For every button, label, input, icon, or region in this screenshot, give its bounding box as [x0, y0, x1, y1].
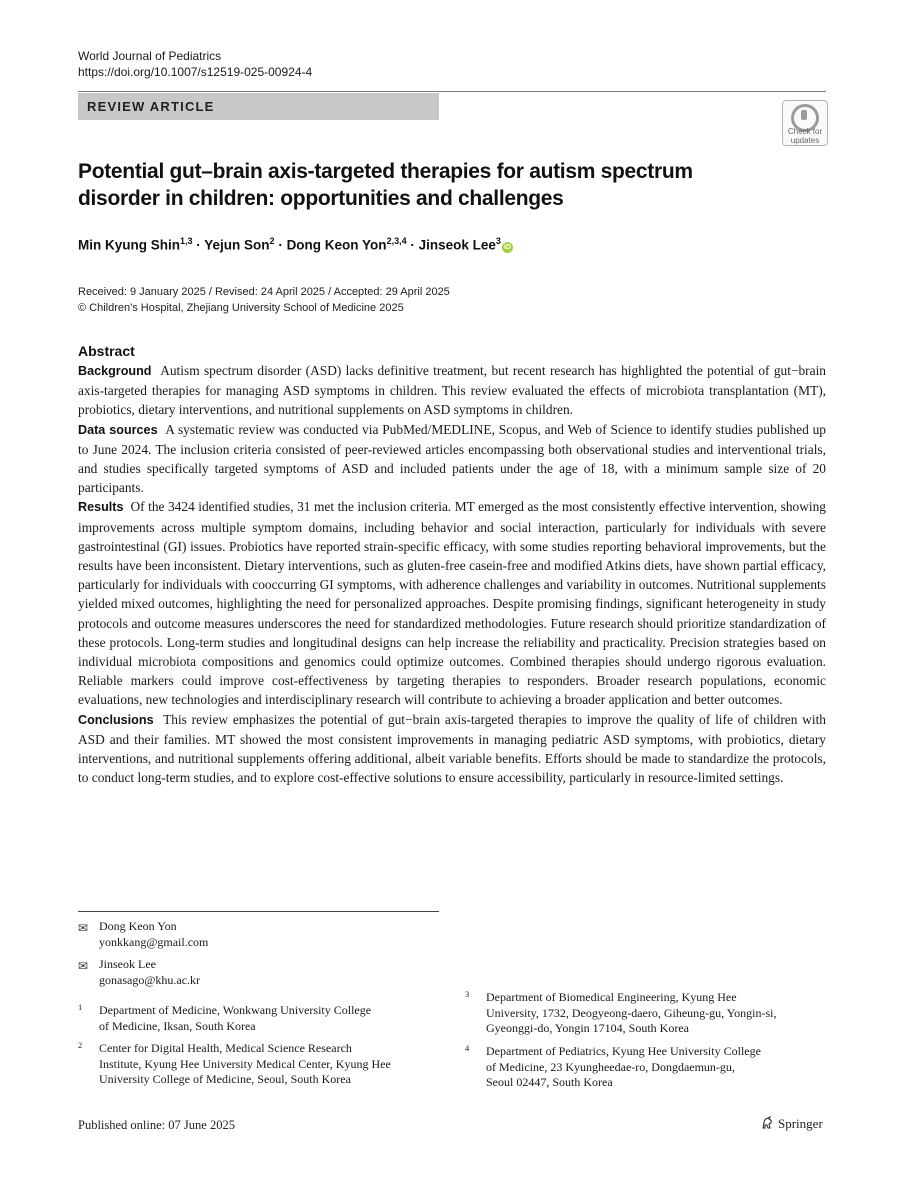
author-name[interactable]: Min Kyung Shin	[78, 237, 180, 253]
envelope-icon: ✉	[78, 959, 89, 973]
title-line-1: Potential gut–brain axis-targeted therapies for autism spectrum	[78, 160, 693, 183]
doi-link[interactable]: https://doi.org/10.1007/s12519-025-00924-4	[78, 65, 313, 79]
abstract-conclusions	[78, 710, 826, 788]
affiliation-number: 2	[78, 1040, 83, 1050]
affiliation-4	[465, 1044, 826, 1094]
author-affil: 2,3,4	[386, 236, 407, 246]
correspondence-2	[78, 957, 438, 989]
affiliation-2	[78, 1041, 438, 1091]
bookmark-icon	[801, 110, 807, 120]
copyright-line: © Children's Hospital, Zhejiang University School of Medicine 2025	[78, 302, 404, 314]
section-label: Background	[78, 364, 152, 378]
author-affil: 3	[495, 236, 501, 246]
abstract-heading: Abstract	[78, 343, 135, 359]
correspondent-email[interactable]: yonkkang@gmail.com	[99, 934, 209, 949]
section-label: Results	[78, 500, 124, 515]
abstract-data-sources	[78, 420, 826, 498]
affiliation-line: University, 1732, Deogyeong-daero, Giheung-gu, Yongin-si,	[486, 1005, 777, 1020]
affiliation-number: 3	[465, 989, 470, 999]
affiliation-3	[465, 990, 826, 1040]
section-text: This review emphasizes the potential of gut−brain axis-targeted therapies to improve the quality of life of children with ASD and their families. MT showed the most consistent improvements in managing pediatric ASD symptoms, with probiotics, dietary interventions, and nutritional supplements offering additional, albeit variable benefits. Efforts should be made to standardize the protocols, to conduct long-term studies, and to explore cost-effective solutions to ensure accessibility, particularly in resource-limited settings.	[78, 711, 826, 786]
footnote-rule	[78, 911, 439, 912]
affiliation-line: of Medicine, Iksan, South Korea	[99, 1018, 256, 1033]
publisher-name: Springer	[778, 1116, 823, 1131]
title-line-2: disorder in children: opportunities and challenges	[78, 187, 564, 210]
header-rule	[78, 91, 826, 92]
section-text: Of the 3424 identified studies, 31 met the inclusion criteria. MT emerged as the most consistently effective intervention, showing improvements across multiple symptom domains, including behavior and social interaction, particularly for individuals with severe gastrointestinal (GI) issues. Probiotics have reported strain-specific efficacy, with some studies reporting behavioral improvements, but the results have been inconsistent. Dietary interventions, such as gluten-free casein-free and modified Atkins diets, have shown partial efficacy, particularly for individuals with cooccurring GI symptoms, with adherence challenges and variability in outcomes. Nutritional supplements yielded mixed outcomes, highlighting the need for personalized approaches. Despite promising findings, significant heterogeneity in study protocols and outcome measures underscores the need for standardized methodologies. Future research should prioritize standardization of these protocols. Long-term studies and longitudinal designs can help increase the reliability and practicality. Precision strategies based on individual microbiota compositions and genomics could optimize outcomes. Combined therapies should undergo rigorous evaluation. Reliable markers could improve cost-effectiveness by targeting therapies to responders. Broader research populations, economic evaluations, new technologies and interdisciplinary research will contribute to achieving a broader application and better outcomes.	[78, 499, 826, 708]
correspondent-name: Dong Keon Yon	[99, 919, 177, 933]
affiliation-line: Department of Pediatrics, Kyung Hee University College	[486, 1044, 761, 1058]
history-dates: Received: 9 January 2025 / Revised: 24 April 2025 / Accepted: 29 April 2025	[78, 286, 450, 298]
affiliation-1	[78, 1003, 438, 1037]
section-label: Data sources	[78, 422, 158, 437]
author-name[interactable]: Jinseok Lee	[418, 237, 496, 253]
journal-name: World Journal of Pediatrics	[78, 49, 222, 63]
affiliation-line: Institute, Kyung Hee University Medical Center, Kyung Hee	[99, 1056, 391, 1071]
check-updates-line2: updates	[790, 136, 820, 145]
article-type-label: REVIEW ARTICLE	[87, 99, 215, 114]
author-name[interactable]: Dong Keon Yon	[286, 237, 387, 253]
affiliation-line: Gyeonggi-do, Yongin 17104, South Korea	[486, 1021, 689, 1035]
affiliation-number: 1	[78, 1002, 83, 1012]
correspondent-name: Jinseok Lee	[99, 957, 156, 971]
author-name[interactable]: Yejun Son	[204, 237, 270, 253]
journal-header	[78, 48, 312, 80]
publisher-logo[interactable]	[760, 1116, 823, 1132]
springer-horse-icon	[760, 1116, 774, 1130]
article-dates	[78, 284, 450, 316]
published-online: Published online: 07 June 2025	[78, 1118, 235, 1132]
affiliation-line: University College of Medicine, Seoul, South Korea	[99, 1072, 351, 1086]
check-updates-line1: Check for	[787, 127, 823, 136]
abstract	[78, 342, 826, 787]
author-list: Min Kyung Shin$^{1,3}$ · Yejun Son$^2$ · Dong Keon Yon$^{2,3,4}$ · Jinseok Lee$^3$iD	[78, 236, 511, 253]
abstract-results	[78, 497, 826, 709]
author-affil: 2	[269, 236, 275, 246]
affiliation-line: Department of Biomedical Engineering, Kyung Hee	[486, 990, 737, 1004]
correspondence-1	[78, 919, 438, 951]
affiliation-line: of Medicine, 23 Kyungheedae-ro, Dongdaemun-gu,	[486, 1059, 735, 1074]
correspondent-email[interactable]: gonasago@khu.ac.kr	[99, 972, 201, 987]
author-affil: 1,3	[180, 236, 193, 246]
section-text: A systematic review was conducted via PubMed/MEDLINE, Scopus, and Web of Science to identify studies published up to June 2024. The inclusion criteria consisted of peer-reviewed articles encompassing both observational studies and interventional trials, and studies specifically targeted symptoms of ASD and included patients under the age of 18, with a minimum sample size of 20 participants.	[78, 421, 826, 496]
check-for-updates-badge[interactable]	[782, 100, 828, 146]
orcid-icon[interactable]: iD	[503, 243, 511, 251]
affiliation-line: Seoul 02447, South Korea	[486, 1075, 613, 1089]
envelope-icon: ✉	[78, 921, 89, 935]
article-title	[78, 158, 778, 212]
affiliation-number: 4	[465, 1043, 470, 1053]
affiliation-line: Center for Digital Health, Medical Science Research	[99, 1041, 352, 1055]
section-text: Autism spectrum disorder (ASD) lacks definitive treatment, but recent research has highlighted the potential of gut−brain axis-targeted therapies for managing ASD symptoms in children. This review evaluated the effects of microbiota transplantation (MT), probiotics, dietary interventions, and nutritional supplements on ASD symptoms in children.	[78, 363, 827, 418]
abstract-background	[78, 361, 826, 420]
section-label: Conclusions	[78, 712, 154, 727]
affiliation-line: Department of Medicine, Wonkwang University College	[99, 1003, 372, 1017]
article-type-band	[78, 93, 439, 120]
